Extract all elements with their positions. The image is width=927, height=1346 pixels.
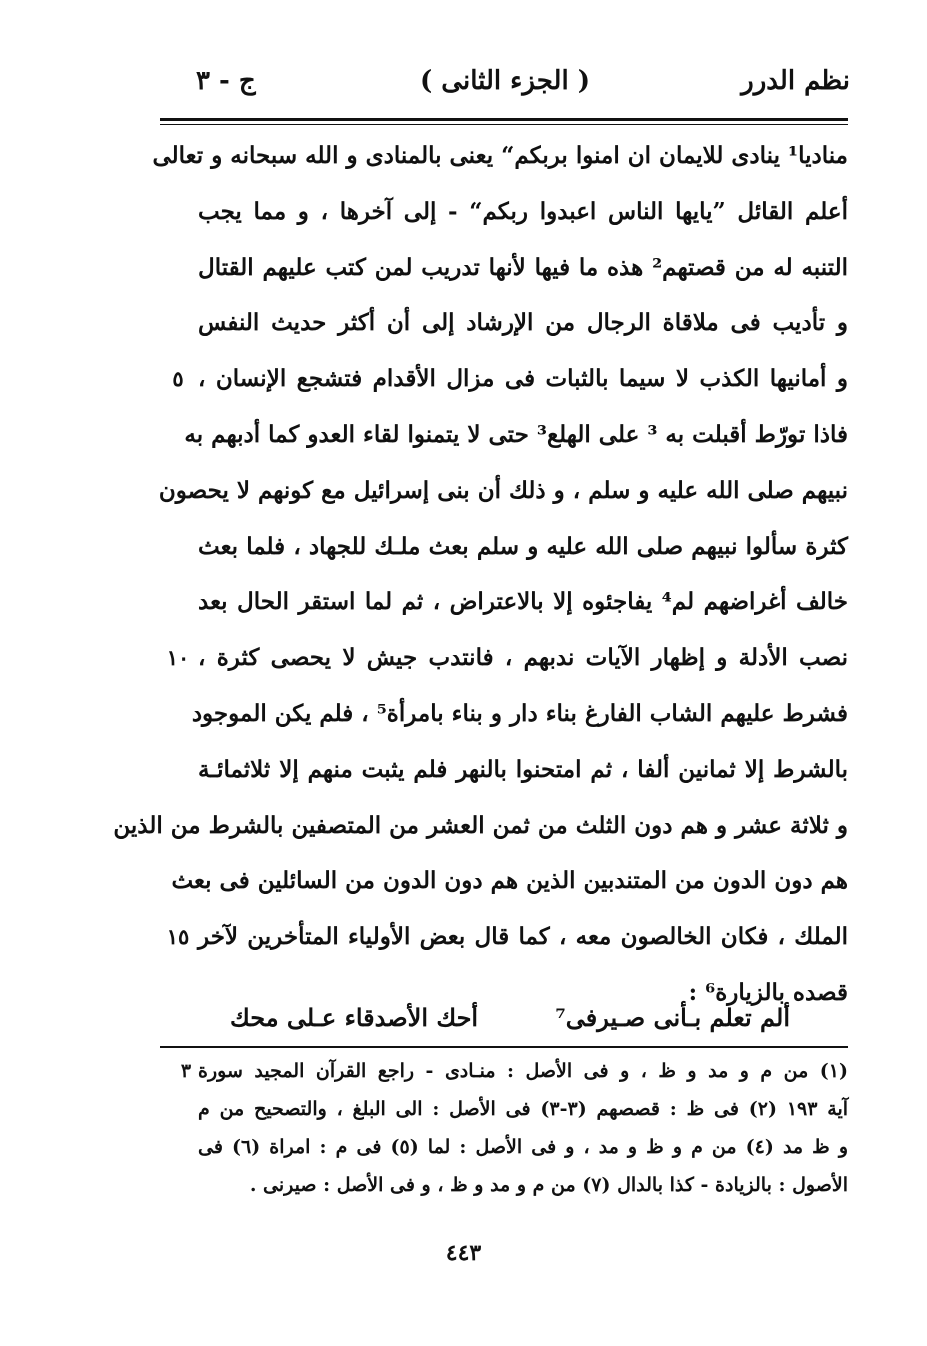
verse-first-hemistich: ألم تعلم بـأنى صـيرفى⁷ <box>555 1003 790 1032</box>
footnote-rule <box>160 1046 848 1048</box>
text-line: خالف أغراضهم لم⁴ يفاجئوه إلا بالاعتراض ، ثم لما استقر الحال بعد <box>198 588 848 616</box>
footnote-line: آية ١٩٣ (٢) فى ظ : قصصهم (٣-٣) فى الأصل : الى البلغ ، والتصحيح من م <box>198 1098 849 1120</box>
line-number-10: ١٠ <box>166 645 190 671</box>
text-line: قصده بالزيارة⁶ : <box>688 978 848 1006</box>
poetry-verse <box>230 992 790 1044</box>
text-line: نبيهم صلى الله عليه و سلم ، و ذلك أن بنى إسرائيل مع كونهم لا يحصون <box>158 476 848 504</box>
text-line: الملك ، فكان الخالصون معه ، كما قال بعض الأولياء المتأخرين لآخر <box>198 923 848 951</box>
header-rule-thin <box>160 124 848 125</box>
text-line: كثرة سألوا نبيهم صلى الله عليه و سلم بعث ملـك للجهاد ، فلما بعث <box>198 532 848 560</box>
text-line: مناديا¹ ينادى للايمان ان امنوا بربكم“ يعنى بالمنادى و الله سبحانه و تعالى <box>152 142 848 169</box>
text-line: و ثلاثة عشر و هم دون الثلث من ثمن العشر من المتصفين بالشرط من الذين <box>113 811 848 839</box>
header-rule <box>160 118 848 121</box>
footnote-line: (١) من م و مد و ظ ، و فى الأصل : منـادى - راجع القرآن المجيد سورة <box>198 1060 848 1082</box>
book-title: نظم الدرر <box>741 66 850 96</box>
text-line: فشرط عليهم الشاب الفارغ بناء دار و بناء بامرأة⁵ ، فلم يكن الموجود <box>191 699 848 727</box>
text-line: نصب الأدلة و إظهار الآيات ندبهم ، فانتدب جيش لا يحصى كثرة ، <box>198 644 848 672</box>
text-line: و أمانيها الكذب لا سيما بالثبات فى مزال الأقدام فتشجع الإنسان ، <box>198 365 848 393</box>
line-number-5: ٥ <box>172 366 184 392</box>
text-line: و تأديب فى ملاقاة الرجال من الإرشاد إلى أن أكثر حديث النفس <box>198 309 848 337</box>
running-head <box>160 66 850 110</box>
text-line: أعلم القائل ”يايها الناس اعبدوا ربكم“ - إلى آخرها ، و مما يجب <box>198 197 848 225</box>
line-number-15: ١٥ <box>166 924 190 950</box>
part-number: ج - ٣ <box>196 66 256 96</box>
footnote-margin-number: ٣ <box>180 1060 192 1082</box>
footnote-line: الأصول : بالزيادة - كذا بالدال (٧) من م و مد و ظ ، و فى الأصل : صيرنى . <box>249 1174 848 1196</box>
page-number: ٤٤٣ <box>445 1240 482 1266</box>
footnotes <box>198 1052 848 1204</box>
verse-second-hemistich: أحك الأصدقاء عـلى محك <box>230 1003 479 1032</box>
footnote-line: و ظ مد (٤) من م و ظ و مد ، و فى الأصل : لما (٥) فى م : امراة (٦) فى <box>198 1136 849 1158</box>
text-line: بالشرط إلا ثمانين ألفا ، ثم امتحنوا بالنهر فلم يثبت منهم إلا ثلاثمائـة <box>198 755 848 783</box>
text-line: هم دون الدون من المتندبين الذين هم دون الدون من السائلين فى بعث <box>171 867 848 895</box>
text-line: فاذا تورّط أقبلت به ³ على الهلع³ حتى لا يتمنوا لقاء العدو كما أدبهم به <box>184 420 848 448</box>
text-line: التنبه له من قصتهم² هذه ما فيها لأنها تدريب لمن كتب عليهم القتال <box>198 253 849 281</box>
volume-label: ( الجزء الثانى ) <box>419 66 591 96</box>
